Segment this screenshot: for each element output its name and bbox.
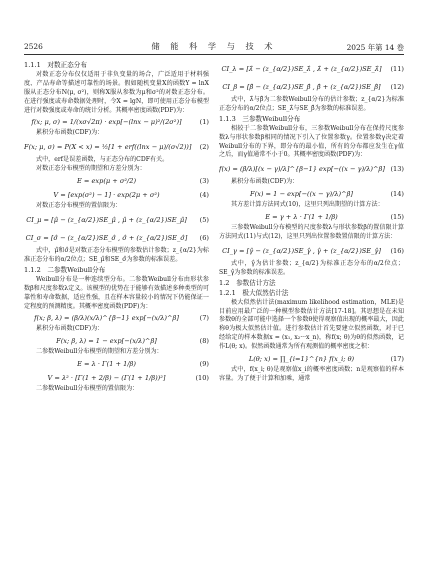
equation <box>219 352 404 366</box>
equation <box>24 188 209 202</box>
paragraph: 累积分布函数(CDF)为： <box>231 178 299 186</box>
equation-number: (4) <box>199 191 209 200</box>
equation <box>24 138 209 156</box>
equation-formula: f(x; μ, σ) = 1/(xσ√2π) · exp[−(lnx − μ)²/(2σ²)] <box>31 118 182 127</box>
paragraph: 累积分布函数(CDF)为： <box>36 129 104 137</box>
equation-number: (8) <box>199 337 209 346</box>
equation <box>24 371 209 385</box>
paragraph: 式中，μ̂和σ̂是对数正态分布模型的参数估计参数；z_{α/2}为标准正态分布的α/2位点；SE_μ̂和SE_σ̂为参数的标准误差。 <box>24 247 209 263</box>
equation-number: (11) <box>390 65 404 73</box>
equation-number: (13) <box>390 165 404 174</box>
equation-formula: E = λ · Γ(1 + 1/β) <box>77 360 136 369</box>
equation <box>219 160 404 178</box>
equation <box>219 78 404 96</box>
equation-number: (16) <box>390 246 404 255</box>
equation-number: (2) <box>199 143 209 152</box>
equation-formula: CI_β = [β̂ − (z_{α/2})SE_β̂ , β̂ + (z_{α/2})SE_β̂] <box>222 83 381 91</box>
page-number: 2526 <box>24 42 43 51</box>
section-heading: 1.1.2 二参数Weibull分布 <box>24 265 106 274</box>
equation-formula: L(θ; x) = ∏_{i=1}^{n} f(x_i; θ) <box>248 355 355 364</box>
equation-formula: F(x; β, λ) = 1 − exp[−(x/λ)^β] <box>56 337 157 346</box>
equation-formula: f(x) = (β/λ)[(x − γ)/λ]^{β−1} exp[−((x − γ)/λ)^β] <box>219 165 385 174</box>
equation-formula: CI_λ = [λ̂ − (z_{α/2})SE_λ̂ , λ̂ + (z_{α/2})SE_λ̂] <box>221 65 382 73</box>
paragraph: 对数正态分布模型的置信限为： <box>36 202 122 210</box>
equation-formula: F(x; μ, σ) = P(X < x) = ½[1 + erf((lnx − μ)/(σ√2))] <box>24 143 192 152</box>
paragraph: 式中，λ̂与β̂为二参数Weibull分布的估计参数；z_{α/2}为标准正态分布的α/2位点；SE_λ̂与SE_β̂为参数的标准误差。 <box>219 96 404 112</box>
equation-formula: E = γ + λ · Γ(1 + 1/β) <box>265 213 338 222</box>
paragraph: 累积分布函数(CDF)为： <box>36 325 104 333</box>
section-heading: 1.1.3 三参数Weibull分布 <box>219 114 301 123</box>
issue-label: 2025 年第 14 卷 <box>346 43 404 52</box>
paragraph: Weibull分布是一种连续型分布。二参数Weibull分布由形状参数β和尺度参数λ定义。该模型的优势在于能够有效描述多种类型的可靠性和寿命数据，适应性强，且在样本容量较小的情况下仍能保证一定程度的预测精度。其概率密度函数(PDF)为： <box>24 275 209 310</box>
paragraph: 式中，f(x_i; θ)是观察值x_i的概率密度函数；n是观察值的样本容量。为了便于计算和加乘，通常 <box>219 366 404 382</box>
paragraph: 对数正态分布仅仅适用于非负变量的场合，广泛适用于材料强度、产品寿命等描述可靠性的场景。假如随机变量X的函数Y = lnX服从正态分布N(μ, σ²)，则称X服从参数为μ和σ²的对数正态分布。在进行强度或寿命数据处理时，令X = lgN，即可使用正态分布模型进行对数强度或寿命的统计分析。其概率密度函数(PDF)为： <box>24 70 209 114</box>
page-header <box>24 40 404 55</box>
equation-formula: F(x) = 1 − exp[−((x − γ)/λ)^β] <box>250 190 353 199</box>
equation <box>24 115 209 129</box>
equation-formula: CI_γ = [γ̂ − (z_{α/2})SE_γ̂ , γ̂ + (z_{α/2})SE_γ̂] <box>222 246 381 255</box>
paragraph: 式中，γ̂为估计参数；z_{α/2}为标准正态分布的α/2位点；SE_γ̂为参数的标准误差。 <box>219 259 404 276</box>
equation-formula: V = [exp(σ²) − 1] · exp(2μ + σ²) <box>53 191 160 200</box>
equation-number: (14) <box>390 190 404 199</box>
paragraph: 三参数Weibull分布模型的尺度参数λ与形状参数β的置信限计算方法同式(11)与式(12)，这里只列出位置参数置信限的计算方法： <box>219 224 404 241</box>
paragraph: 二参数Weibull分布模型的置信限为： <box>36 385 139 393</box>
equation <box>219 210 404 224</box>
equation <box>24 211 209 229</box>
equation-formula: CI_μ = [μ̂ − (z_{α/2})SE_μ̂ , μ̂ + (z_{α/2})SE_μ̂] <box>26 216 187 225</box>
paragraph: 对数正态分布模型的期望和方差分别为： <box>36 165 146 173</box>
right-column <box>219 60 404 565</box>
equation <box>219 60 404 78</box>
paragraph: 二参数Weibull分布模型的期望和方差分别为： <box>36 348 163 356</box>
equation <box>219 187 404 201</box>
left-column <box>24 60 209 565</box>
equation-formula: V = λ² · [Γ(1 + 2/β) − (Γ(1 + 1/β))²] <box>47 374 166 383</box>
equation <box>219 242 404 260</box>
equation <box>24 357 209 371</box>
equation-number: (10) <box>195 374 209 383</box>
equation <box>24 311 209 325</box>
equation-number: (7) <box>199 314 209 323</box>
equation-number: (15) <box>390 213 404 222</box>
equation-number: (17) <box>390 355 404 364</box>
equation-number: (5) <box>199 216 209 225</box>
equation <box>24 334 209 348</box>
journal-title: 储 能 科 学 与 技 术 <box>151 41 277 51</box>
equation-number: (3) <box>199 177 209 186</box>
equation-formula: f(x; β, λ) = (β/λ)(x/λ)^{β−1} exp[−(x/λ)^β] <box>34 314 179 323</box>
equation-formula: CI_σ = [σ̂ − (z_{α/2})SE_σ̂ , σ̂ + (z_{α/2})SE_σ̂] <box>25 234 188 243</box>
equation <box>24 174 209 188</box>
section-heading: 1.1.1 对数正态分布 <box>24 61 87 69</box>
equation-number: (12) <box>390 83 404 91</box>
equation-number: (6) <box>199 234 209 243</box>
paragraph: 式中，erf是误差函数，与正态分布的CDF有关。 <box>36 156 169 164</box>
equation-number: (1) <box>199 118 209 127</box>
section-heading: 1.2.1 极大似然估计法 <box>219 288 289 297</box>
paragraph: 其方差计算方法同式(10)，这里只列出期望的计算方法： <box>231 201 384 209</box>
equation <box>24 229 209 247</box>
paragraph: 极大似然估计法(maximum likelihood estimation，MLE)是目前应用最广泛的一种模型参数估计方法[17-18]。其思想是在未知参数θ的全部可能中选择一个参数θ使得观察值出现的概率最大，因此称θ为极大似然估计值。进行参数估计首先要建立似然函数，对于已经给定的样本数据x = (x₁, x₂···x_n)，称f(x; θ)为θ的似然函数，记作L(θ; x)。似然函数通常为所有观测值的概率密度之积： <box>219 298 404 351</box>
equation-formula: E = exp(μ + σ²/2) <box>76 177 137 186</box>
equation-number: (9) <box>199 360 209 369</box>
section-heading: 1.2 参数估计方法 <box>219 278 276 287</box>
paragraph: 相较于二参数Weibull分布，三参数Weibull分布在保持尺度参数λ与形状参数β相同的情况下引入了位置参数γ。位置参数γ决定着Weibull分布的下界，即分布的最小值，所有的分布都应发生在γ值之后，而γ值通常不小于0。其概率密度函数(PDF)为： <box>219 124 404 159</box>
